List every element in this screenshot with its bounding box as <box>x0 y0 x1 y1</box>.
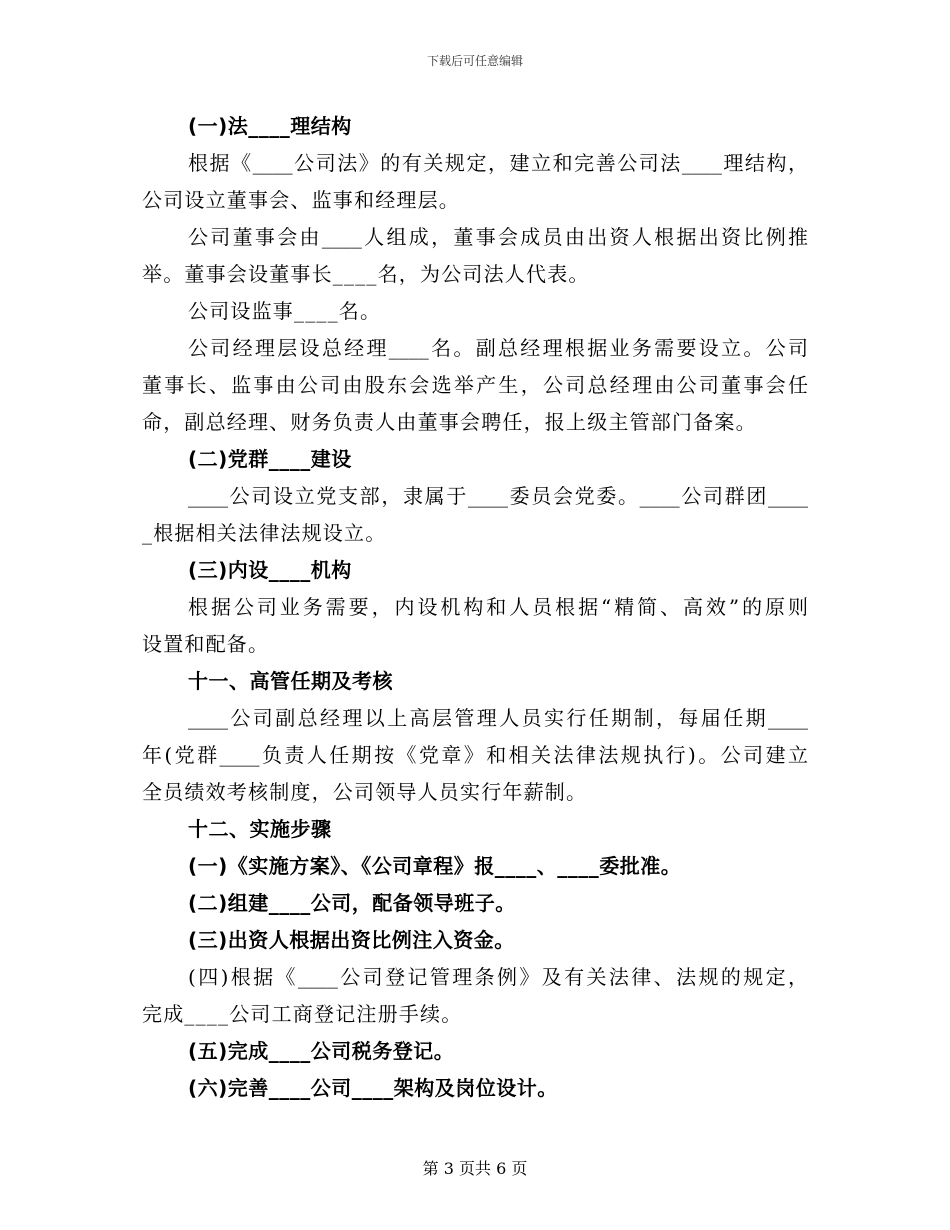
paragraph-line: ____公司设立党支部，隶属于____委员会党委。____公司群团____ <box>188 484 808 508</box>
paragraph-line: 公司经理层设总经理____名。副总经理根据业务需要设立。公司 <box>188 336 808 360</box>
paragraph-line: 设置和配备。 <box>142 632 270 656</box>
paragraph-line: _根据相关法律法规设立。 <box>142 521 387 545</box>
section-heading: 十二、实施步骤 <box>188 817 332 841</box>
section-heading: (三)出资人根据出资比例注入资金。 <box>188 928 515 952</box>
section-heading: (二)组建____公司，配备领导班子。 <box>188 891 516 915</box>
page-header-note: 下载后可任意编辑 <box>426 54 523 68</box>
section-heading: (一)法____理结构 <box>188 114 352 138</box>
section-heading: (二)党群____建设 <box>188 447 352 471</box>
section-heading: (一)《实施方案》、《公司章程》报____、____委批准。 <box>188 854 682 878</box>
paragraph-line: ____公司副总经理以上高层管理人员实行任期制，每届任期____ <box>188 706 808 730</box>
paragraph-line: 根据《____公司法》的有关规定，建立和完善公司法____理结构， <box>188 151 808 175</box>
section-heading: 十一、高管任期及考核 <box>188 669 393 693</box>
section-heading: (三)内设____机构 <box>188 558 352 582</box>
paragraph-line: 举。董事会设董事长____名，为公司法人代表。 <box>142 262 590 286</box>
paragraph-line: 公司设监事____名。 <box>188 299 382 323</box>
paragraph-line: 根据公司业务需要，内设机构和人员根据“精简、高效”的原则 <box>188 595 808 619</box>
paragraph-line: 年(党群____负责人任期按《党章》和相关法律法规执行)。公司建立 <box>142 743 808 767</box>
page-number: 第 3 页共 6 页 <box>422 1159 528 1178</box>
paragraph-line: 完成____公司工商登记注册手续。 <box>142 1002 463 1026</box>
paragraph-line: 公司设立董事会、监事和经理层。 <box>142 188 460 212</box>
paragraph-line: (四)根据《____公司登记管理条例》及有关法律、法规的规定， <box>188 965 808 989</box>
paragraph-line: 公司董事会由____人组成，董事会成员由出资人根据出资比例推 <box>188 225 808 249</box>
paragraph-line: 董事长、监事由公司由股东会选举产生，公司总经理由公司董事会任 <box>142 373 808 397</box>
section-heading: (六)完善____公司____架构及岗位设计。 <box>188 1076 558 1100</box>
paragraph-line: 全员绩效考核制度，公司领导人员实行年薪制。 <box>142 780 588 804</box>
section-heading: (五)完成____公司税务登记。 <box>188 1039 455 1063</box>
document-body <box>142 108 808 1107</box>
paragraph-line: 命，副总经理、财务负责人由董事会聘任，报上级主管部门备案。 <box>142 410 757 434</box>
